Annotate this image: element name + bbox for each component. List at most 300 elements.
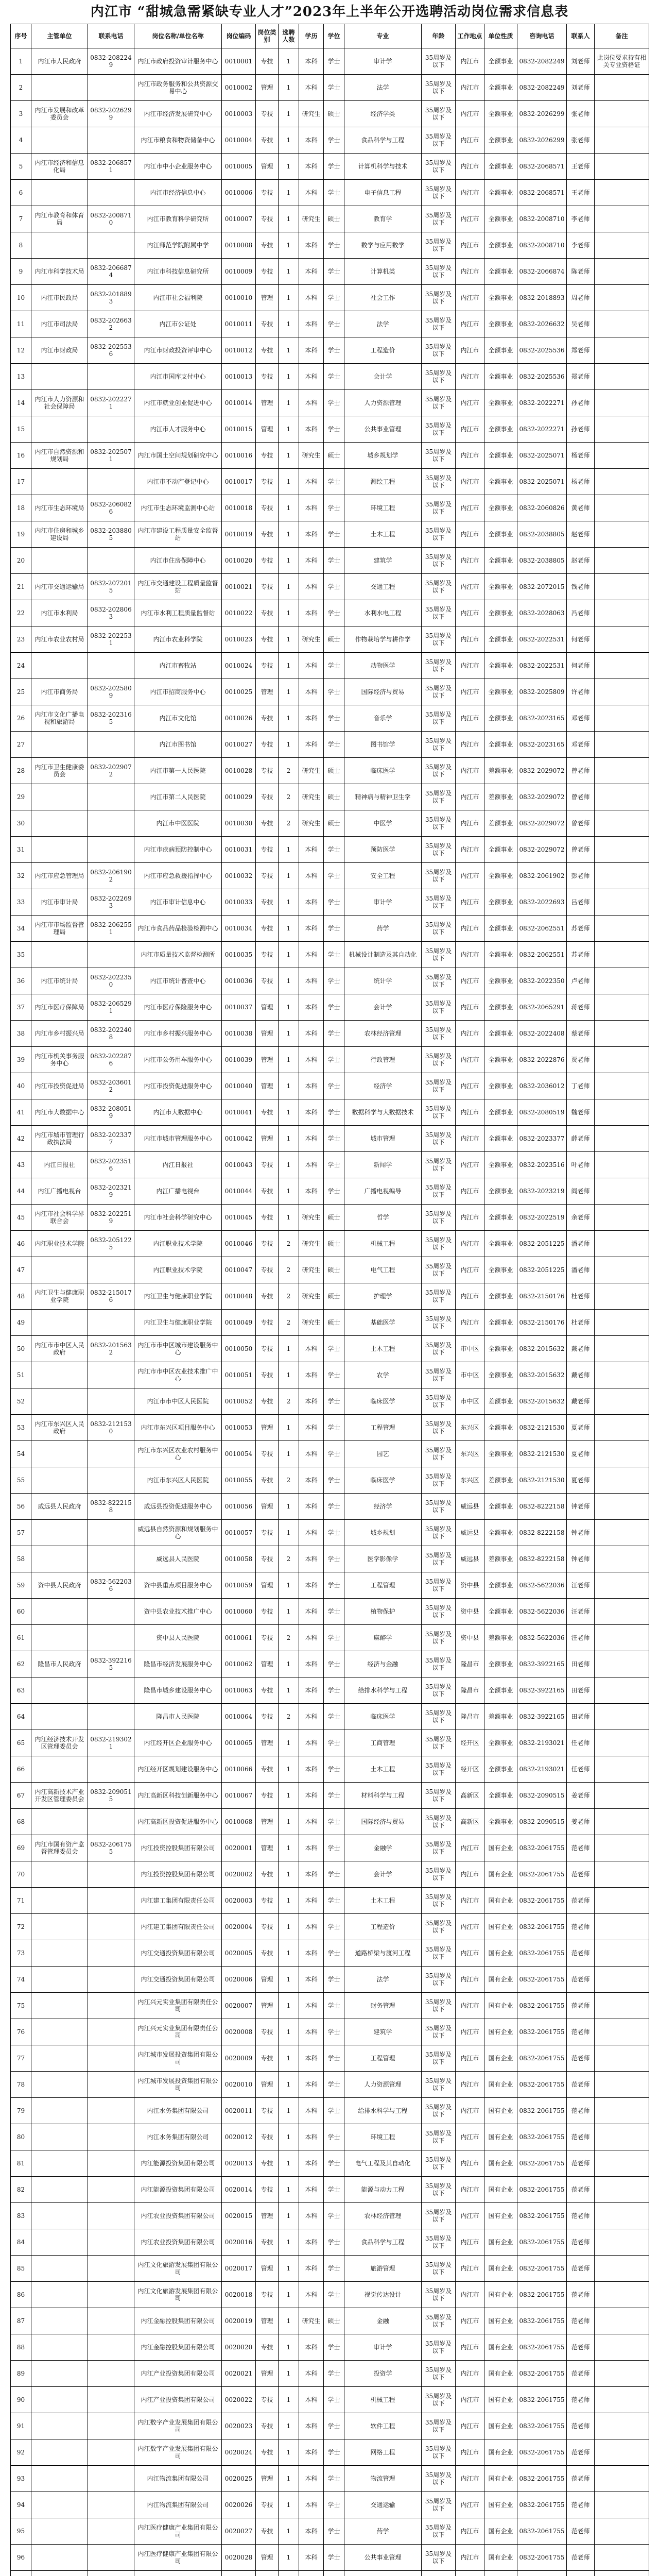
cell-dept-phone: 0832-2023165	[88, 705, 134, 732]
cell-education: 研究生	[299, 206, 324, 232]
cell-count: 1	[279, 1651, 299, 1677]
cell-major: 计算机科学与技术	[344, 154, 422, 180]
cell-unit: 内江市国土空间规划研究中心	[134, 443, 222, 469]
cell-dept: 内江卫生与健康职业学院	[31, 1283, 88, 1310]
cell-dept: 内江市应急管理局	[31, 863, 88, 889]
cell-unit-type: 国有企业	[484, 2361, 517, 2387]
cell-age: 35周岁及以下	[422, 626, 456, 653]
table-row	[11, 495, 649, 521]
cell-unit-type: 全额事业	[484, 653, 517, 679]
cell-post-type: 管理	[256, 1809, 279, 1835]
cell-education: 本科	[299, 1783, 324, 1809]
cell-major: 护理学	[344, 1283, 422, 1310]
cell-post-code: 0010013	[222, 364, 256, 390]
cell-remark	[595, 1861, 649, 1888]
cell-remark	[595, 1205, 649, 1231]
cell-contact: 钟老师	[567, 1494, 595, 1520]
cell-contact: 范老师	[567, 2413, 595, 2439]
cell-consult-phone: 0832-2061755	[517, 2072, 567, 2098]
cell-seq: 96	[11, 2545, 31, 2571]
cell-location: 内江市	[456, 916, 484, 942]
cell-education: 本科	[299, 2098, 324, 2124]
cell-post-type: 专技	[256, 2518, 279, 2545]
cell-location: 内江市	[456, 600, 484, 626]
cell-degree: 学士	[324, 416, 344, 443]
cell-age: 35周岁及以下	[422, 1756, 456, 1783]
cell-unit: 内江市不动产登记中心	[134, 469, 222, 495]
cell-seq: 45	[11, 1205, 31, 1231]
cell-major: 食品科学与工程	[344, 2229, 422, 2256]
cell-contact: 范老师	[567, 2545, 595, 2571]
cell-education: 本科	[299, 1730, 324, 1756]
cell-degree: 学士	[324, 1914, 344, 1940]
cell-seq: 95	[11, 2518, 31, 2545]
cell-major: 植物保护	[344, 1599, 422, 1625]
cell-seq: 64	[11, 1704, 31, 1730]
cell-location: 内江市	[456, 784, 484, 810]
cell-dept	[31, 2518, 88, 2545]
cell-major: 环境工程	[344, 2124, 422, 2150]
cell-remark	[595, 1178, 649, 1205]
cell-degree: 硕士	[324, 1205, 344, 1231]
cell-education: 本科	[299, 653, 324, 679]
cell-unit: 内江能源投资集团有限公司	[134, 2177, 222, 2203]
cell-seq: 50	[11, 1336, 31, 1362]
cell-location: 市中区	[456, 1336, 484, 1362]
cell-unit-type: 国有企业	[484, 2334, 517, 2361]
cell-unit-type: 全额事业	[484, 337, 517, 364]
cell-remark	[595, 443, 649, 469]
cell-dept-phone	[88, 1362, 134, 1388]
cell-major: 临床医学	[344, 1704, 422, 1730]
cell-consult-phone: 0832-2065291	[517, 994, 567, 1021]
cell-count: 1	[279, 2466, 299, 2492]
cell-degree: 学士	[324, 1704, 344, 1730]
cell-unit-type: 国有企业	[484, 2492, 517, 2518]
cell-education: 本科	[299, 1940, 324, 1967]
cell-unit-type: 差额事业	[484, 784, 517, 810]
table-row	[11, 101, 649, 127]
cell-location: 内江市	[456, 810, 484, 837]
cell-dept-phone: 0832-2022408	[88, 1021, 134, 1047]
cell-post-code: 0010006	[222, 180, 256, 206]
cell-unit: 威远县自然资源和规划服务中心	[134, 1520, 222, 1546]
cell-age: 35周岁及以下	[422, 2019, 456, 2045]
cell-unit: 内江市东兴区农业农村服务中心	[134, 1441, 222, 1467]
cell-unit: 内江市疾病预防控制中心	[134, 837, 222, 863]
cell-seq: 14	[11, 390, 31, 416]
cell-education: 研究生	[299, 443, 324, 469]
cell-age: 35周岁及以下	[422, 443, 456, 469]
cell-education: 本科	[299, 1861, 324, 1888]
cell-major: 经济与金融	[344, 1651, 422, 1677]
cell-remark	[595, 1073, 649, 1099]
cell-education: 本科	[299, 600, 324, 626]
cell-degree: 学士	[324, 1888, 344, 1914]
cell-post-code: 0020015	[222, 2203, 256, 2229]
cell-remark	[595, 653, 649, 679]
cell-dept-phone: 0832-2028063	[88, 600, 134, 626]
cell-seq: 15	[11, 416, 31, 443]
cell-contact: 张老师	[567, 101, 595, 127]
cell-consult-phone: 0832-2038805	[517, 548, 567, 574]
cell-major: 教育学	[344, 206, 422, 232]
cell-post-code: 0010024	[222, 653, 256, 679]
cell-contact: 薛老师	[567, 1126, 595, 1152]
cell-contact: 范老师	[567, 2361, 595, 2387]
cell-count: 1	[279, 495, 299, 521]
cell-consult-phone: 0832-2023165	[517, 732, 567, 758]
cell-location: 内江市	[456, 626, 484, 653]
cell-post-type: 专技	[256, 705, 279, 732]
cell-count: 2	[279, 1231, 299, 1257]
cell-degree: 学士	[324, 75, 344, 101]
table-row	[11, 2466, 649, 2492]
cell-contact: 何老师	[567, 653, 595, 679]
cell-dept	[31, 2545, 88, 2571]
cell-consult-phone: 0832-2121530	[517, 1415, 567, 1441]
cell-degree: 学士	[324, 1993, 344, 2019]
cell-post-code: 0010004	[222, 127, 256, 154]
cell-post-type: 专技	[256, 469, 279, 495]
cell-contact: 汪老师	[567, 1572, 595, 1599]
cell-consult-phone: 0832-2061755	[517, 2045, 567, 2072]
cell-remark	[595, 521, 649, 548]
cell-dept-phone: 0832-2121530	[88, 1415, 134, 1441]
cell-count: 1	[279, 1126, 299, 1152]
cell-education: 本科	[299, 259, 324, 285]
cell-dept-phone: 0832-2062551	[88, 916, 134, 942]
cell-remark	[595, 1888, 649, 1914]
cell-post-type: 管理	[256, 390, 279, 416]
table-row	[11, 1783, 649, 1809]
cell-post-type: 专技	[256, 2282, 279, 2308]
cell-degree: 硕士	[324, 784, 344, 810]
cell-dept-phone	[88, 732, 134, 758]
cell-post-code: 0020014	[222, 2177, 256, 2203]
cell-unit: 内江交通投资集团有限公司	[134, 1940, 222, 1967]
cell-contact	[567, 2571, 595, 2576]
cell-seq: 65	[11, 1730, 31, 1756]
cell-dept-phone	[88, 1441, 134, 1467]
cell-dept: 内江市东兴区人民政府	[31, 1415, 88, 1441]
cell-dept: 内江市自然资源和规划局	[31, 443, 88, 469]
cell-contact: 范老师	[567, 2492, 595, 2518]
table-row	[11, 311, 649, 337]
cell-education: 研究生	[299, 810, 324, 837]
cell-remark	[595, 1914, 649, 1940]
cell-unit-type: 差额事业	[484, 1467, 517, 1494]
cell-unit: 内江金融控股集团有限公司	[134, 2308, 222, 2334]
cell-degree: 学士	[324, 2177, 344, 2203]
cell-education	[299, 2571, 324, 2576]
cell-consult-phone: 0832-2023516	[517, 1152, 567, 1178]
cell-unit: 内江市市中区人民医院	[134, 1388, 222, 1415]
cell-age: 35周岁及以下	[422, 1520, 456, 1546]
cell-major: 金融	[344, 2308, 422, 2334]
cell-major: 农林经济管理	[344, 1021, 422, 1047]
cell-post-type: 管理	[256, 1073, 279, 1099]
cell-age: 35周岁及以下	[422, 180, 456, 206]
cell-post-code: 0020003	[222, 1888, 256, 1914]
cell-post-type: 管理	[256, 285, 279, 311]
cell-age: 35周岁及以下	[422, 2098, 456, 2124]
cell-dept	[31, 2150, 88, 2177]
cell-degree: 学士	[324, 2045, 344, 2072]
cell-seq: 91	[11, 2413, 31, 2439]
cell-seq: 53	[11, 1415, 31, 1441]
table-row	[11, 469, 649, 495]
cell-age: 35周岁及以下	[422, 863, 456, 889]
cell-consult-phone: 0832-2026632	[517, 311, 567, 337]
cell-count: 1	[279, 679, 299, 705]
cell-unit-type: 国有企业	[484, 2282, 517, 2308]
table-row	[11, 1257, 649, 1283]
cell-age: 35周岁及以下	[422, 1572, 456, 1599]
cell-education: 本科	[299, 1126, 324, 1152]
table-row	[11, 2256, 649, 2282]
table-row	[11, 2492, 649, 2518]
cell-unit: 资中县农业技术推广中心	[134, 1599, 222, 1625]
cell-age: 35周岁及以下	[422, 1651, 456, 1677]
cell-location	[456, 2571, 484, 2576]
cell-contact: 叶老师	[567, 1152, 595, 1178]
cell-post-code: 0010032	[222, 863, 256, 889]
cell-count: 1	[279, 1494, 299, 1520]
cell-degree: 学士	[324, 1625, 344, 1651]
cell-degree: 学士	[324, 48, 344, 75]
cell-unit: 内江市生态环境监测中心站	[134, 495, 222, 521]
cell-location: 内江市	[456, 2229, 484, 2256]
cell-seq: 81	[11, 2150, 31, 2177]
cell-education: 研究生	[299, 784, 324, 810]
cell-unit: 内江市国库支付中心	[134, 364, 222, 390]
cell-consult-phone: 0832-8222158	[517, 1494, 567, 1520]
cell-contact: 何老师	[567, 626, 595, 653]
cell-dept	[31, 1520, 88, 1546]
cell-dept: 内江职业技术学院	[31, 1231, 88, 1257]
cell-post-type: 专技	[256, 1520, 279, 1546]
cell-contact: 范老师	[567, 2229, 595, 2256]
cell-dept: 内江市市中区人民政府	[31, 1336, 88, 1362]
table-row	[11, 48, 649, 75]
cell-age: 35周岁及以下	[422, 2203, 456, 2229]
cell-age: 35周岁及以下	[422, 942, 456, 968]
table-row	[11, 1651, 649, 1677]
cell-age: 35周岁及以下	[422, 1178, 456, 1205]
cell-dept: 内江市财政局	[31, 337, 88, 364]
cell-remark	[595, 1599, 649, 1625]
cell-consult-phone: 0832-2023219	[517, 1178, 567, 1205]
cell-consult-phone: 0832-2022271	[517, 390, 567, 416]
cell-degree: 学士	[324, 2256, 344, 2282]
col-header: 联系电话	[88, 24, 134, 48]
cell-contact: 刘老师	[567, 48, 595, 75]
cell-dept: 内江市医疗保障局	[31, 994, 88, 1021]
table-row	[11, 75, 649, 101]
cell-count: 1	[279, 1336, 299, 1362]
cell-consult-phone: 0832-2066874	[517, 259, 567, 285]
cell-dept: 内江市社会科学界联合会	[31, 1205, 88, 1231]
cell-dept: 威远县人民政府	[31, 1494, 88, 1520]
cell-location: 内江市	[456, 1888, 484, 1914]
cell-count: 1	[279, 705, 299, 732]
cell-count: 1	[279, 390, 299, 416]
cell-post-type: 专技	[256, 2492, 279, 2518]
cell-unit-type: 全额事业	[484, 1152, 517, 1178]
cell-post-type: 管理	[256, 2256, 279, 2282]
cell-dept	[31, 2571, 88, 2576]
cell-consult-phone: 0832-5622036	[517, 1599, 567, 1625]
cell-post-type: 专技	[256, 232, 279, 259]
cell-education: 本科	[299, 548, 324, 574]
cell-degree: 学士	[324, 180, 344, 206]
col-header: 专业	[344, 24, 422, 48]
cell-unit	[134, 2571, 222, 2576]
cell-post-code: 0010065	[222, 1730, 256, 1756]
cell-dept	[31, 1704, 88, 1730]
cell-location: 隆昌市	[456, 1704, 484, 1730]
cell-major: 水利水电工程	[344, 600, 422, 626]
cell-count: 1	[279, 2282, 299, 2308]
col-header: 选聘人数	[279, 24, 299, 48]
cell-contact: 范老师	[567, 1888, 595, 1914]
cell-seq: 1	[11, 48, 31, 75]
cell-unit-type: 全额事业	[484, 942, 517, 968]
cell-contact: 刘老师	[567, 75, 595, 101]
cell-degree: 学士	[324, 364, 344, 390]
cell-age: 35周岁及以下	[422, 1099, 456, 1126]
table-row	[11, 705, 649, 732]
cell-education: 本科	[299, 1099, 324, 1126]
cell-count: 1	[279, 1441, 299, 1467]
cell-dept: 内江市市场监督管理局	[31, 916, 88, 942]
cell-remark	[595, 2124, 649, 2150]
cell-age: 35周岁及以下	[422, 1205, 456, 1231]
cell-count: 1	[279, 994, 299, 1021]
cell-post-type: 专技	[256, 1756, 279, 1783]
cell-remark	[595, 180, 649, 206]
cell-post-type: 专技	[256, 2334, 279, 2361]
col-header: 咨询电话	[517, 24, 567, 48]
cell-seq: 10	[11, 285, 31, 311]
cell-consult-phone: 0832-2061755	[517, 2282, 567, 2308]
col-header: 岗位名称/单位名称	[134, 24, 222, 48]
cell-remark	[595, 1967, 649, 1993]
cell-post-code: 0020006	[222, 1967, 256, 1993]
table-row	[11, 2282, 649, 2308]
cell-consult-phone: 0832-2061755	[517, 2150, 567, 2177]
cell-dept-phone: 0832-5622036	[88, 1572, 134, 1599]
cell-dept: 内江市卫生健康委员会	[31, 758, 88, 784]
cell-unit-type: 全额事业	[484, 127, 517, 154]
cell-contact: 王老师	[567, 154, 595, 180]
cell-unit: 内江市人才服务中心	[134, 416, 222, 443]
cell-dept-phone	[88, 548, 134, 574]
cell-consult-phone: 0832-2022350	[517, 968, 567, 994]
cell-age: 35周岁及以下	[422, 732, 456, 758]
cell-dept-phone	[88, 1546, 134, 1572]
cell-degree: 学士	[324, 1599, 344, 1625]
cell-dept: 内江日报社	[31, 1152, 88, 1178]
cell-count: 1	[279, 2177, 299, 2203]
cell-unit: 内江职业技术学院	[134, 1231, 222, 1257]
cell-consult-phone: 0832-2061902	[517, 863, 567, 889]
cell-unit: 内江市第一人民医院	[134, 758, 222, 784]
cell-major: 财务管理	[344, 1993, 422, 2019]
cell-location: 内江市	[456, 1283, 484, 1310]
cell-remark	[595, 154, 649, 180]
cell-unit: 内江市政务服务和公共资源交易中心	[134, 75, 222, 101]
cell-education: 本科	[299, 1914, 324, 1940]
table-row	[11, 1415, 649, 1441]
cell-remark	[595, 416, 649, 443]
cell-dept: 内江市民政局	[31, 285, 88, 311]
cell-consult-phone: 0832-2072015	[517, 574, 567, 600]
cell-dept-phone: 0832-2066874	[88, 259, 134, 285]
cell-unit: 内江市大数据中心	[134, 1099, 222, 1126]
cell-remark	[595, 1809, 649, 1835]
table-row	[11, 1835, 649, 1861]
cell-unit-type: 全额事业	[484, 416, 517, 443]
cell-dept-phone	[88, 2439, 134, 2466]
cell-consult-phone: 0832-2061755	[517, 2229, 567, 2256]
cell-contact: 潘老师	[567, 1231, 595, 1257]
cell-dept-phone	[88, 469, 134, 495]
cell-post-type: 专技	[256, 863, 279, 889]
cell-remark	[595, 2229, 649, 2256]
cell-unit-type: 国有企业	[484, 2256, 517, 2282]
cell-dept-phone	[88, 2545, 134, 2571]
cell-unit: 内江金融控股集团有限公司	[134, 2334, 222, 2361]
cell-post-code: 0010033	[222, 889, 256, 916]
cell-major: 工程管理	[344, 1415, 422, 1441]
cell-dept-phone	[88, 1756, 134, 1783]
cell-post-type: 专技	[256, 574, 279, 600]
cell-dept	[31, 1888, 88, 1914]
cell-dept-phone	[88, 2492, 134, 2518]
cell-seq: 85	[11, 2256, 31, 2282]
cell-dept	[31, 1257, 88, 1283]
cell-age: 35周岁及以下	[422, 2361, 456, 2387]
cell-age: 35周岁及以下	[422, 1283, 456, 1310]
cell-unit: 内江市质量技术监督检测所	[134, 942, 222, 968]
cell-dept: 内江市大数据中心	[31, 1099, 88, 1126]
cell-contact: 孙老师	[567, 416, 595, 443]
cell-seq: 89	[11, 2361, 31, 2387]
cell-seq: 93	[11, 2466, 31, 2492]
cell-degree: 学士	[324, 285, 344, 311]
cell-count: 2	[279, 1467, 299, 1494]
cell-dept	[31, 837, 88, 863]
cell-age: 35周岁及以下	[422, 2466, 456, 2492]
cell-unit-type: 全额事业	[484, 705, 517, 732]
cell-degree: 学士	[324, 2334, 344, 2361]
cell-education: 研究生	[299, 1257, 324, 1283]
table-row	[11, 337, 649, 364]
cell-post-type: 管理	[256, 1835, 279, 1861]
cell-major: 审计学	[344, 889, 422, 916]
table-row	[11, 206, 649, 232]
cell-remark	[595, 2545, 649, 2571]
cell-age: 35周岁及以下	[422, 495, 456, 521]
cell-dept-phone: 0832-2023219	[88, 1178, 134, 1205]
cell-unit-type: 全额事业	[484, 1651, 517, 1677]
cell-unit-type: 全额事业	[484, 1099, 517, 1126]
cell-dept-phone: 0832-2080519	[88, 1099, 134, 1126]
cell-unit-type: 国有企业	[484, 2045, 517, 2072]
cell-unit: 威远县投资促进服务中心	[134, 1494, 222, 1520]
